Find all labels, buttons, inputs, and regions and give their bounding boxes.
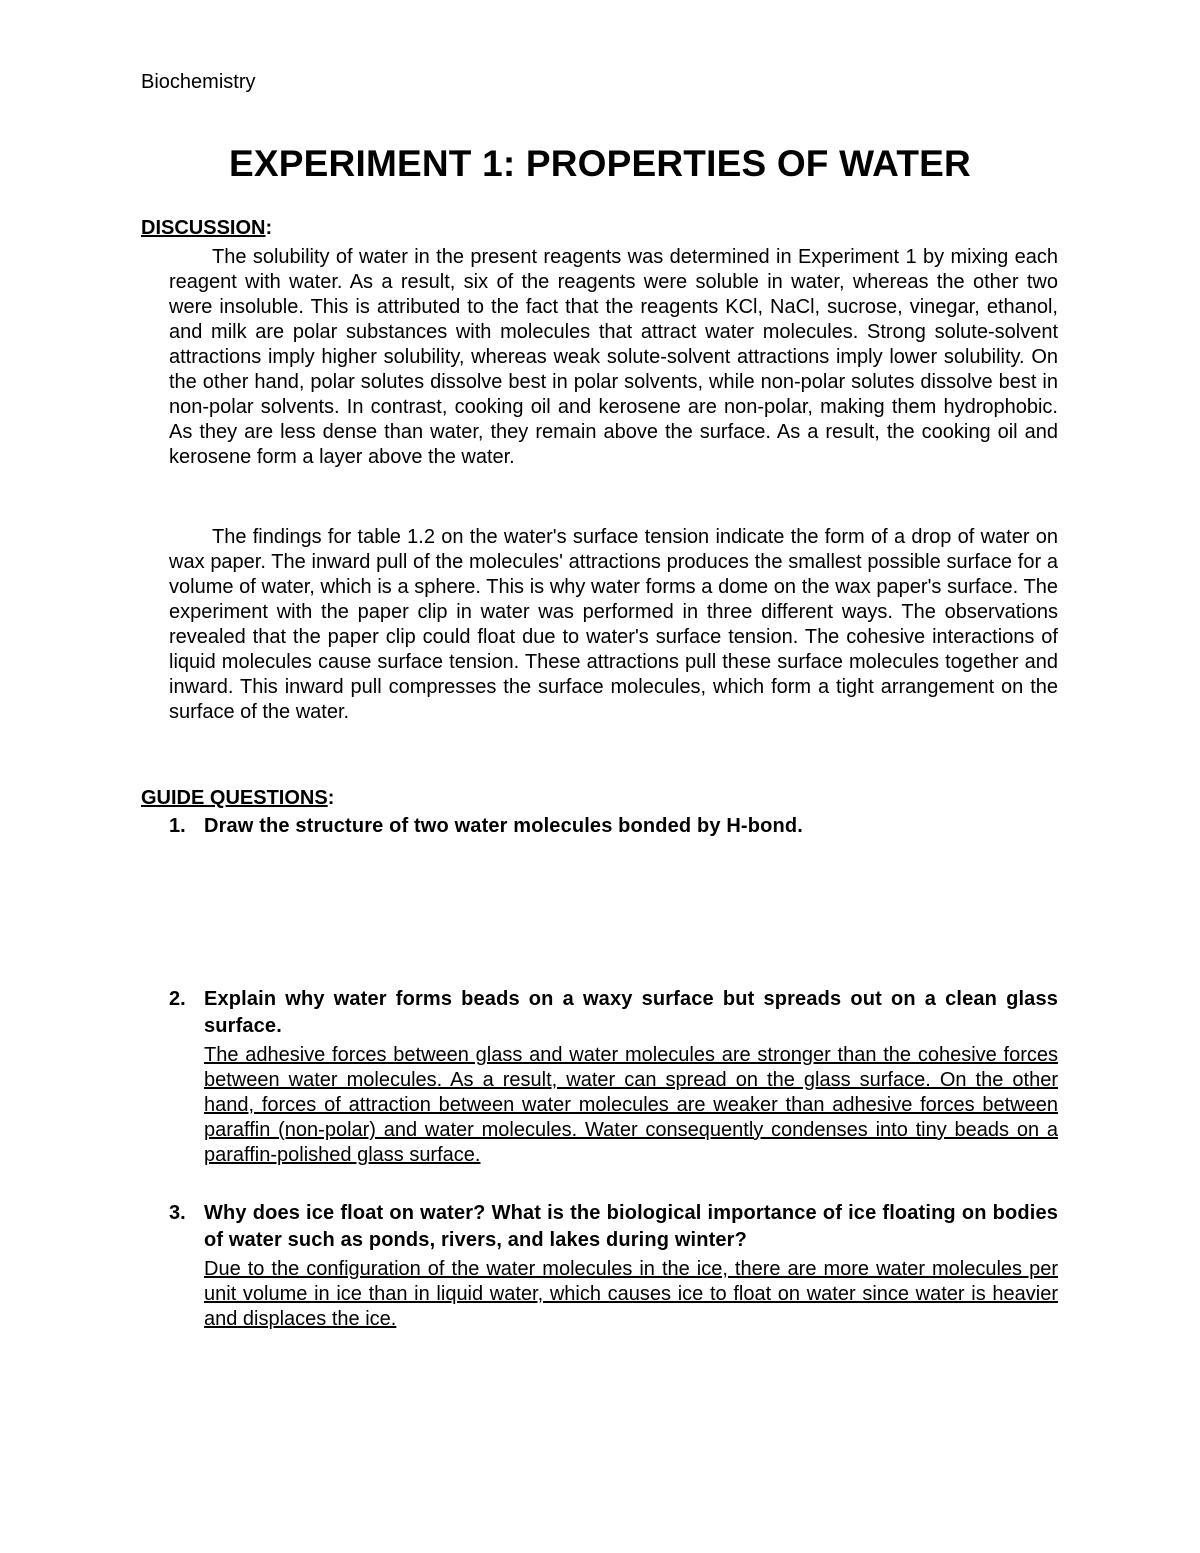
discussion-heading-colon: : xyxy=(265,217,273,239)
discussion-heading xyxy=(141,216,272,240)
question-2-text: Explain why water forms beads on a waxy surface but spreads out on a clean glass surface. xyxy=(204,988,1058,1037)
question-3-text: Why does ice float on water? What is the biological importance of ice floating on bodies of water such as ponds, rivers, and lakes during winter? xyxy=(204,1202,1058,1251)
discussion-heading-text: DISCUSSION xyxy=(141,217,266,239)
discussion-paragraph-2: The findings for table 1.2 on the water's surface tension indicate the form of a drop of water on wax paper. The inward pull of the molecules' attractions produces the smallest possible surface for a volume of water, which is a sphere. This is why water forms a dome on the wax paper's surface. The experiment with the paper clip in water was performed in three different ways. The observations revealed that the paper clip could float due to water's surface tension. The cohesive interactions of liquid molecules cause surface tension. These attractions pull these surface molecules together and inward. This inward pull compresses the surface molecules, which form a tight arrangement on the surface of the water. xyxy=(169,526,1058,723)
guide-questions-heading-colon: : xyxy=(327,787,335,809)
page-header-label: Biochemistry xyxy=(141,71,256,93)
guide-questions-heading xyxy=(141,786,334,810)
question-1-text: Draw the structure of two water molecules bonded by H-bond. xyxy=(204,815,803,837)
document-title: EXPERIMENT 1: PROPERTIES OF WATER xyxy=(229,143,971,184)
question-2-answer: The adhesive forces between glass and water molecules are stronger than the cohesive forces between water molecules. As a result, water can spread on the glass surface. On the other hand, forces of attraction between water molecules are weaker than adhesive forces between paraffin (non-polar) and water molecules. Water consequently condenses into tiny beads on a paraffin-polished glass surface. xyxy=(204,1044,1058,1166)
question-3-number: 3. xyxy=(169,1202,186,1224)
question-2-number: 2. xyxy=(169,988,186,1010)
guide-questions-heading-text: GUIDE QUESTIONS xyxy=(141,787,328,809)
question-3-answer: Due to the configuration of the water molecules in the ice, there are more water molecules per unit volume in ice than in liquid water, which causes ice to float on water since water is heavier and displaces the ice. xyxy=(204,1258,1058,1330)
discussion-paragraph-1: The solubility of water in the present reagents was determined in Experiment 1 by mixing each reagent with water. As a result, six of the reagents were soluble in water, whereas the other two were insoluble. This is attributed to the fact that the reagents KCl, NaCl, sucrose, vinegar, ethanol, and milk are polar substances with molecules that attract water molecules. Strong solute-solvent attractions imply higher solubility, whereas weak solute-solvent attractions imply lower solubility. On the other hand, polar solutes dissolve best in polar solvents, while non-polar solutes dissolve best in non-polar solvents. In contrast, cooking oil and kerosene are non-polar, making them hydrophobic. As they are less dense than water, they remain above the surface. As a result, the cooking oil and kerosene form a layer above the water. xyxy=(169,246,1058,468)
question-1-number: 1. xyxy=(169,815,186,837)
